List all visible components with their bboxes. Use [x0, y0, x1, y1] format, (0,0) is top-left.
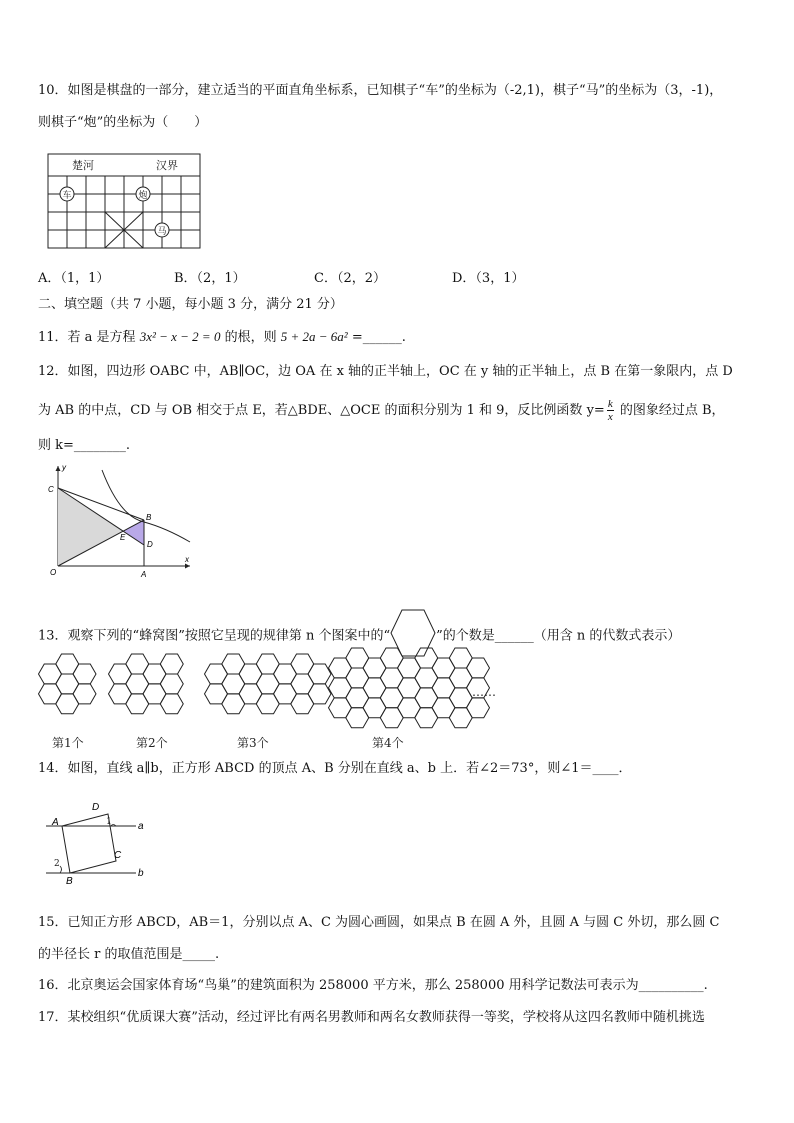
q14-label-b: B [66, 876, 73, 887]
q11-expression: 5 + 2a − 6a² [280, 329, 348, 344]
q15-text-line2: 的半径长 r 的取值范围是_____. [38, 947, 220, 962]
q12-label-o: O [50, 568, 57, 577]
svg-text:车: 车 [62, 191, 72, 201]
q12-text-line1: 12．如图，四边形 OABC 中，AB∥OC，边 OA 在 x 轴的正半轴上，OC 在 y 轴的正半轴上，点 B 在第一象限内，点 D [38, 364, 733, 379]
q11-suffix: =______. [347, 330, 406, 345]
q12-text-line3: 则 k=________. [38, 438, 131, 453]
q10-option-b: B．（2，1） [174, 271, 246, 286]
q10-option-a: A．（1，1） [38, 271, 110, 286]
q14-label-c: C [114, 850, 122, 861]
q11-text [38, 328, 406, 347]
q12-figure [40, 462, 196, 580]
q12-label-b: B [146, 513, 152, 522]
q10-text-line2: 则棋子“炮”的坐标为（ ） [38, 115, 208, 130]
q13-prefix: 13．观察下列的“蜂窝图”按照它呈现的规律第 n 个图案中的“ [38, 628, 391, 644]
q12-label-e: E [120, 533, 126, 542]
q12-label-d: D [147, 540, 153, 549]
chessboard-figure [44, 150, 204, 252]
q14-label-line-a: a [138, 821, 144, 832]
piece-pao [136, 187, 150, 201]
q12-frac-den: x [607, 411, 613, 423]
svg-text:炮: 炮 [138, 191, 148, 201]
svg-text:马: 马 [157, 227, 167, 237]
honeycomb-4-cell [467, 698, 490, 718]
q12-line2-prefix: 为 AB 的中点，CD 与 OB 相交于点 E，若△BDE、△OCE 的面积分别为 1 和 9，反比例函数 y= [38, 403, 605, 418]
q12-line2-suffix: 的图象经过点 B， [615, 403, 725, 418]
q13-suffix: ”的个数是______（用含 n 的代数式表示） [436, 628, 681, 644]
q11-equation: 3x² − x − 2 = 0 [139, 329, 221, 344]
honeycomb-2-cell [160, 674, 183, 694]
honeycomb-caption-1: 第1个 [52, 736, 84, 750]
q11-prefix: 11．若 a 是方程 [38, 330, 140, 345]
q14-figure [40, 796, 170, 888]
q10-option-c: C．（2，2） [314, 271, 386, 286]
section-2-heading: 二、填空题（共 7 小题，每小题 3 分，满分 21 分） [38, 297, 343, 312]
q11-middle: 的根，则 [220, 330, 281, 345]
q14-label-line-b: b [138, 868, 144, 879]
q14-label-a: A [52, 817, 59, 828]
piece-che [60, 187, 74, 201]
honeycomb-3-cell [308, 684, 331, 704]
q12-label-x: x [185, 555, 189, 564]
honeycomb-caption-2: 第2个 [136, 736, 168, 750]
honeycomb-1-cell [73, 684, 96, 704]
honeycomb-caption-4: 第4个 [372, 736, 404, 750]
q16-text: 16．北京奥运会国家体育场“鸟巢”的建筑面积为 258000 平方米，那么 258000 用科学记数法可表示为__________. [38, 978, 708, 993]
q10-option-d: D．（3，1） [452, 271, 525, 286]
q10-text-line1: 10．如图是棋盘的一部分，建立适当的平面直角坐标系，已知棋子“车”的坐标为（-2,1)，棋子“马”的坐标为（3，-1)， [38, 83, 723, 98]
q17-text: 17．某校组织“优质课大赛”活动，经过评比有两名男教师和两名女教师获得一等奖，学校将从这四名教师中随机挑选 [38, 1010, 705, 1025]
honeycomb-ellipsis: …… [472, 685, 496, 699]
q14-label-d: D [92, 802, 100, 813]
q12-fraction [607, 398, 614, 423]
q12-text-line2 [38, 398, 725, 423]
honeycomb-caption-3: 第3个 [237, 736, 269, 750]
board-label-chuhe: 楚河 [72, 159, 94, 172]
honeycomb-4-cell [467, 658, 490, 678]
q12-frac-num: k [607, 398, 613, 410]
board-label-hanjie: 汉界 [156, 159, 178, 172]
honeycomb-figures [34, 646, 504, 752]
honeycomb-3-cell [308, 664, 331, 684]
honeycomb-2-cell [160, 694, 183, 714]
q14-text: 14．如图，直线 a∥b，正方形 ABCD 的顶点 A、B 分别在直线 a、b 上．若∠2＝73°，则∠1＝____． [38, 761, 632, 776]
honeycomb-2-cell [160, 654, 183, 674]
q12-label-y: y [62, 463, 66, 472]
q14-angle-2: 2 [54, 859, 60, 869]
q15-text-line1: 15．已知正方形 ABCD，AB＝1，分别以点 A、C 为圆心画圆，如果点 B 在圆 A 外，且圆 A 与圆 C 外切，那么圆 C [38, 915, 720, 930]
q12-label-a: A [141, 570, 147, 579]
piece-ma [155, 223, 169, 237]
q12-label-c: C [48, 485, 54, 494]
q14-angle-1: 1 [106, 817, 112, 827]
honeycomb-1-cell [73, 664, 96, 684]
